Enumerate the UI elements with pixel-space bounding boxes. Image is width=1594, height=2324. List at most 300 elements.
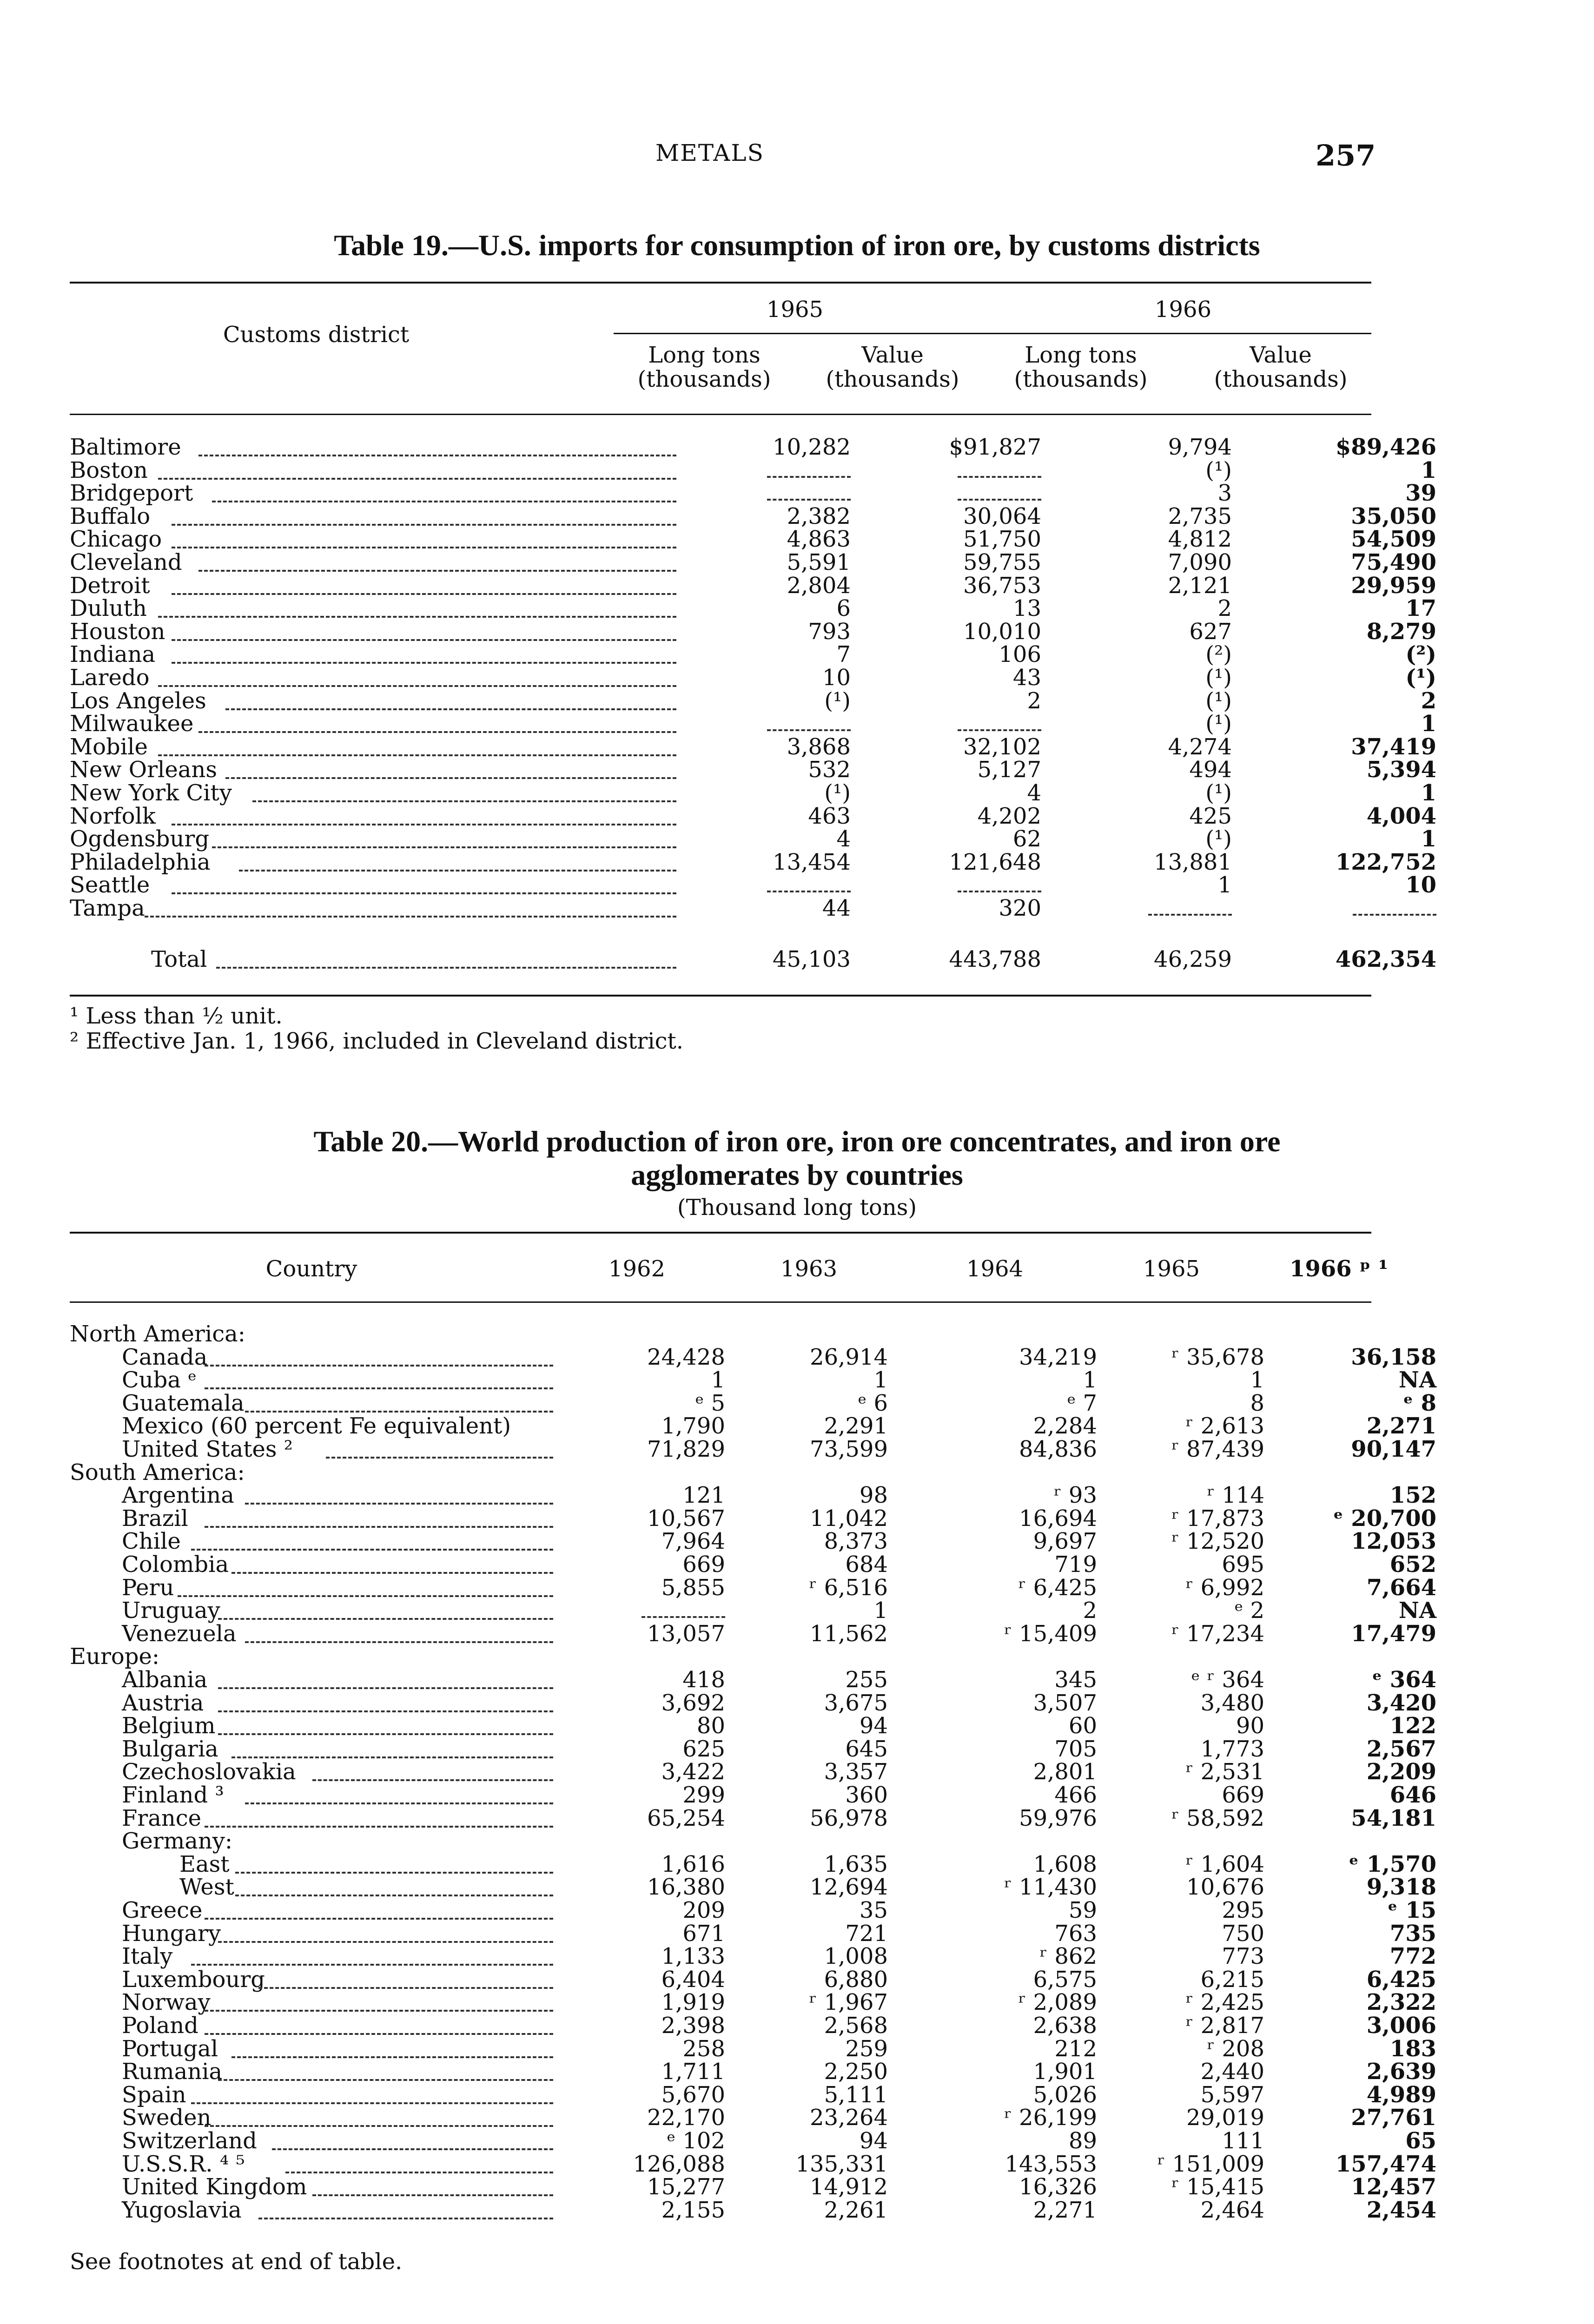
cell: 152 [1389, 1482, 1436, 1508]
cell: 122 [1389, 1713, 1436, 1739]
leader-dots [245, 1623, 553, 1643]
table20-title-line2: agglomerates by countries [631, 1158, 963, 1191]
table20-row [70, 2059, 1436, 2085]
cell: 7,664 [1366, 1575, 1436, 1601]
country-name: Albania [122, 1667, 208, 1693]
table19-col-district: Customs district [223, 322, 410, 348]
dash-placeholder [958, 487, 1041, 501]
cell: ʳ 208 [1207, 2036, 1264, 2062]
cell: 1 [711, 1367, 725, 1393]
table20-row [70, 1690, 1436, 1716]
leader-dots [245, 1484, 553, 1505]
country-name: Mexico (60 percent Fe equivalent) [122, 1413, 511, 1439]
cell: ʳ 2,817 [1185, 2013, 1264, 2039]
leader-dots [158, 736, 676, 756]
cell: 763 [1054, 1921, 1097, 1947]
cell: 24,428 [647, 1344, 725, 1370]
leader-dots [205, 2106, 553, 2127]
cell: 646 [1389, 1782, 1436, 1808]
cell: ʳ 1,967 [809, 1989, 888, 2015]
cell: 4,863 [787, 526, 851, 552]
cell: 8,279 [1366, 619, 1436, 645]
table20-row [70, 1413, 1436, 1439]
leader-dots [218, 1922, 553, 1943]
page-number: 257 [1316, 139, 1376, 172]
cell: 1 [1421, 457, 1436, 483]
cell: 2,398 [661, 2013, 725, 2039]
table19-row [70, 549, 1436, 575]
cell: 16,694 [1019, 1505, 1097, 1532]
country-name: Rumania [122, 2059, 223, 2085]
table19-footnote-1: ¹ Less than ½ unit. [70, 1003, 283, 1029]
table19-row [70, 503, 1436, 529]
leader-dots [239, 851, 676, 872]
district-name: Ogdensburg [70, 826, 210, 852]
table19-row [70, 457, 1436, 483]
table19-row [70, 849, 1436, 875]
cell: 32,102 [963, 734, 1041, 760]
cell: 62 [1012, 826, 1041, 852]
cell: 17 [1405, 595, 1436, 621]
cell: 212 [1054, 2036, 1097, 2062]
cell: ᵉ 364 [1372, 1667, 1436, 1693]
table20-row [70, 2151, 1436, 2177]
cell: 2,322 [1366, 1989, 1436, 2015]
cell: 1,711 [661, 2059, 725, 2085]
cell [693, 482, 851, 504]
district-name: Houston [70, 619, 165, 645]
cell: 35,050 [1351, 503, 1436, 529]
cell: ʳ 1,604 [1185, 1851, 1264, 1877]
cell: 3,422 [661, 1759, 725, 1785]
table20-row [70, 1897, 1436, 1923]
country-name: U.S.S.R. ⁴ ⁵ [122, 2151, 245, 2177]
table20-col-country: Country [265, 1256, 357, 1282]
cell: 684 [845, 1552, 888, 1578]
country-name: East [179, 1851, 230, 1877]
cell: 1,790 [661, 1413, 725, 1439]
cell: 56,978 [810, 1805, 888, 1831]
cell: 4 [836, 826, 851, 852]
cell: ᵉ 8 [1403, 1390, 1436, 1416]
cell: 8 [1250, 1390, 1264, 1416]
region-label: South America: [70, 1459, 245, 1486]
cell: 1 [1217, 872, 1232, 898]
cell: 3,692 [661, 1690, 725, 1716]
leader-dots [172, 528, 676, 548]
cell: ʳ 35,678 [1171, 1344, 1264, 1370]
cell: (¹) [1205, 826, 1232, 852]
region-label: North America: [70, 1321, 245, 1347]
country-name: Colombia [122, 1552, 229, 1578]
cell: 6,575 [1033, 1967, 1097, 1993]
district-name: Detroit [70, 573, 150, 599]
cell: 209 [682, 1897, 725, 1923]
cell: (¹) [1205, 711, 1232, 737]
table19-row [70, 619, 1436, 645]
leader-dots [326, 1438, 553, 1459]
table20-row [70, 2036, 1436, 2062]
cell: 35 [859, 1897, 888, 1923]
cell: ʳ 93 [1054, 1482, 1097, 1508]
dash-placeholder [767, 717, 851, 731]
cell: 2,155 [661, 2197, 725, 2223]
cell: 29,959 [1351, 573, 1436, 599]
dash-placeholder [1353, 902, 1436, 916]
table19-total-label: Total [151, 946, 207, 972]
cell: 719 [1054, 1552, 1097, 1578]
leader-dots [178, 1577, 553, 1597]
cell: 94 [859, 2128, 888, 2154]
cell: 22,170 [647, 2105, 725, 2131]
leader-dots [235, 1853, 553, 1874]
cell: 1,773 [1200, 1736, 1264, 1762]
table20-row [70, 1552, 1436, 1578]
cell: 295 [1222, 1897, 1264, 1923]
cell: 2,261 [824, 2197, 888, 2223]
table20-row [70, 1667, 1436, 1693]
table20-year-3: 1965 [1143, 1256, 1200, 1282]
table19-row [70, 434, 1436, 460]
cell: 2,567 [1366, 1736, 1436, 1762]
cell: ʳ 151,009 [1157, 2151, 1264, 2177]
cell: 1,635 [824, 1851, 888, 1877]
dash-placeholder [767, 878, 851, 892]
cell: 4 [1027, 780, 1041, 806]
leader-dots [218, 1715, 553, 1735]
table19-year-1966: 1966 [1154, 297, 1212, 323]
district-name: Tampa [70, 895, 145, 921]
leader-dots [205, 1507, 553, 1528]
leader-dots [212, 482, 676, 502]
district-name: Seattle [70, 872, 150, 898]
cell [693, 459, 851, 482]
cell: 5,855 [661, 1575, 725, 1601]
leader-dots [231, 2038, 553, 2058]
cell: 75,490 [1351, 549, 1436, 575]
cell: 1,133 [661, 1943, 725, 1969]
table19-row [70, 641, 1436, 667]
cell [879, 874, 1041, 896]
cell: 16,380 [647, 1874, 725, 1900]
cell: 12,457 [1351, 2174, 1436, 2200]
table20-row [70, 1989, 1436, 2015]
leader-dots [205, 2014, 553, 2035]
leader-dots [225, 759, 676, 779]
country-name: United States ² [122, 1436, 293, 1462]
cell: 299 [682, 1782, 725, 1808]
country-name: Uruguay [122, 1598, 220, 1624]
table20-row [70, 1874, 1436, 1900]
cell: 10,010 [963, 619, 1041, 645]
cell: 51,750 [963, 526, 1041, 552]
cell: 2,464 [1200, 2197, 1264, 2223]
cell: 360 [845, 1782, 888, 1808]
cell: 1,901 [1033, 2059, 1097, 2085]
cell: 30,064 [963, 503, 1041, 529]
cell: ʳ 15,409 [1004, 1621, 1097, 1647]
table20-year-1: 1963 [780, 1256, 838, 1282]
cell: 13,881 [1154, 849, 1232, 875]
running-header-section: METALS [655, 139, 764, 166]
cell: 669 [1222, 1782, 1264, 1808]
table19-bottom-rule [70, 995, 1371, 997]
leader-dots [205, 1807, 553, 1828]
cell: ʳ 58,592 [1171, 1805, 1264, 1831]
cell: 652 [1389, 1552, 1436, 1578]
cell: ᵉ 15 [1388, 1897, 1436, 1923]
cell: (²) [1405, 641, 1436, 667]
table20-header-rule [70, 1301, 1371, 1303]
leader-dots [198, 436, 676, 456]
cell: 320 [999, 895, 1041, 921]
cell: 121 [682, 1482, 725, 1508]
cell: 6,880 [824, 1967, 888, 1993]
table19-row [70, 826, 1436, 852]
cell: 60 [1068, 1713, 1097, 1739]
cell: 2 [1027, 688, 1041, 714]
cell: 59,755 [963, 549, 1041, 575]
cell: 1 [873, 1598, 888, 1624]
district-name: Duluth [70, 595, 147, 621]
leader-dots [158, 459, 676, 480]
district-name: Milwaukee [70, 711, 194, 737]
country-name: Czechoslovakia [122, 1759, 296, 1785]
cell: 34,219 [1019, 1344, 1097, 1370]
cell: 11,562 [810, 1621, 888, 1647]
dash-placeholder [958, 878, 1041, 892]
table19-sub-value-1965: Value (thousands) [826, 342, 959, 392]
table19-row [70, 595, 1436, 621]
cell: 772 [1389, 1943, 1436, 1969]
cell: ᵉ 20,700 [1333, 1505, 1436, 1532]
country-name: Portugal [122, 2036, 218, 2062]
cell: 6,425 [1366, 1967, 1436, 1993]
leader-dots [145, 897, 676, 918]
cell: 259 [845, 2036, 888, 2062]
cell: NA [1398, 1598, 1436, 1624]
cell: 44 [822, 895, 851, 921]
country-name: Austria [122, 1690, 204, 1716]
cell: 7,964 [661, 1528, 725, 1554]
dash-placeholder [958, 717, 1041, 731]
cell: 10,676 [1186, 1874, 1264, 1900]
cell: (¹) [1205, 688, 1232, 714]
cell: 59,976 [1019, 1805, 1097, 1831]
leader-dots [218, 1692, 553, 1712]
table20-row [70, 1390, 1436, 1416]
cell: 111 [1222, 2128, 1264, 2154]
table19-year-rule [614, 333, 1371, 334]
cell: ʳ 11,430 [1004, 1874, 1097, 1900]
cell: 425 [1189, 803, 1232, 829]
cell: 122,752 [1335, 849, 1436, 875]
table20-see-footnotes: See footnotes at end of table. [70, 2249, 403, 2275]
region-label: Europe: [70, 1644, 160, 1670]
cell: 23,264 [810, 2105, 888, 2131]
cell: 98 [859, 1482, 888, 1508]
cell: 5,591 [787, 549, 851, 575]
cell: 9,318 [1366, 1874, 1436, 1900]
table20-row [70, 1528, 1436, 1554]
leader-dots [198, 713, 676, 733]
district-name: Philadelphia [70, 849, 211, 875]
leader-dots [231, 1738, 553, 1758]
leader-dots [158, 597, 676, 618]
cell: 2,440 [1200, 2059, 1264, 2085]
cell: 5,111 [824, 2082, 888, 2108]
cell: 3,868 [787, 734, 851, 760]
leader-dots [225, 690, 676, 710]
cell: 462,354 [1335, 946, 1436, 972]
table19-header-rule [70, 414, 1371, 415]
table20-row [70, 1436, 1436, 1462]
cell: 2,121 [1168, 573, 1232, 599]
table19-top-rule [70, 282, 1371, 284]
cell: 2,284 [1033, 1413, 1097, 1439]
country-name: Hungary [122, 1921, 221, 1947]
table20-row [70, 1967, 1436, 1993]
cell: 90 [1236, 1713, 1264, 1739]
cell: 5,597 [1200, 2082, 1264, 2108]
cell [581, 1599, 725, 1622]
cell: 2,454 [1366, 2197, 1436, 2223]
cell: ʳ 2,613 [1185, 1413, 1264, 1439]
cell: 2 [1217, 595, 1232, 621]
district-name: Bridgeport [70, 480, 193, 506]
country-name: Yugoslavia [122, 2197, 242, 2223]
table20-group-row [70, 1645, 1371, 1668]
country-name: France [122, 1805, 202, 1831]
cell: 2,291 [824, 1413, 888, 1439]
leader-dots [172, 643, 676, 664]
district-name: Boston [70, 457, 148, 483]
region-label: Germany: [122, 1828, 233, 1854]
cell: 466 [1054, 1782, 1097, 1808]
district-name: Indiana [70, 641, 156, 667]
table19-footnote-2: ² Effective Jan. 1, 1966, included in Cleveland district. [70, 1028, 684, 1054]
table20-row [70, 1805, 1436, 1831]
cell: 443,788 [949, 946, 1041, 972]
country-name: Bulgaria [122, 1736, 218, 1762]
cell: 7,090 [1168, 549, 1232, 575]
leader-dots [218, 1669, 553, 1689]
cell: 1 [873, 1367, 888, 1393]
cell: (¹) [1405, 665, 1436, 691]
country-name: Sweden [122, 2105, 212, 2131]
country-name: Canada [122, 1344, 208, 1370]
cell: 627 [1189, 619, 1232, 645]
table20-row [70, 2105, 1436, 2131]
table20-group-row [70, 1461, 1371, 1484]
district-name: Baltimore [70, 434, 181, 460]
country-name: Chile [122, 1528, 181, 1554]
table19-row [70, 872, 1436, 898]
cell: 36,158 [1351, 1344, 1436, 1370]
table20-row [70, 2013, 1436, 2039]
cell: 1 [1083, 1367, 1097, 1393]
cell: 73,599 [810, 1436, 888, 1462]
cell: 2,638 [1033, 2013, 1097, 2039]
cell: ʳ 2,425 [1185, 1989, 1264, 2015]
cell: 39 [1405, 480, 1436, 506]
leader-dots [312, 2176, 553, 2196]
cell: ᵉ 1,570 [1349, 1851, 1436, 1877]
cell: ʳ 6,516 [809, 1575, 888, 1601]
district-name: New York City [70, 780, 232, 806]
cell: 46,259 [1154, 946, 1232, 972]
leader-dots [205, 1369, 553, 1389]
cell: 625 [682, 1736, 725, 1762]
table20-row [70, 1505, 1436, 1532]
cell: 1 [1421, 826, 1436, 852]
cell: 2,804 [787, 573, 851, 599]
cell: 65,254 [647, 1805, 725, 1831]
cell [879, 459, 1041, 482]
country-name: Brazil [122, 1505, 188, 1532]
table20-row [70, 1759, 1436, 1785]
district-name: Buffalo [70, 503, 151, 529]
table20-row [70, 1736, 1436, 1762]
leader-dots [235, 1876, 553, 1896]
cell: 7 [836, 641, 851, 667]
country-name: Spain [122, 2082, 186, 2108]
cell: (¹) [824, 780, 851, 806]
cell: (²) [1205, 641, 1232, 667]
table19-sub-long-tons-1966: Long tons (thousands) [1014, 342, 1148, 392]
table19-total-row [70, 946, 1436, 972]
leader-dots [218, 2060, 553, 2081]
cell: 65 [1405, 2128, 1436, 2154]
cell: 773 [1222, 1943, 1264, 1969]
cell: 29,019 [1186, 2105, 1264, 2131]
cell: ʳ 6,992 [1185, 1575, 1264, 1601]
cell: 695 [1222, 1552, 1264, 1578]
cell: 750 [1222, 1921, 1264, 1947]
cell: 12,694 [810, 1874, 888, 1900]
leader-dots [312, 1761, 553, 1781]
cell: 26,914 [810, 1344, 888, 1370]
table19-sub-long-tons-1965: Long tons (thousands) [637, 342, 771, 392]
cell: $89,426 [1335, 434, 1436, 460]
cell: 54,509 [1351, 526, 1436, 552]
cell: (¹) [824, 688, 851, 714]
table20-row [70, 2082, 1436, 2108]
table19-row [70, 757, 1436, 783]
table19-row [70, 734, 1436, 760]
cell: 1 [1250, 1367, 1264, 1393]
cell: ᵉ ʳ 364 [1191, 1667, 1264, 1693]
cell: 793 [808, 619, 851, 645]
leader-dots [245, 1784, 553, 1804]
cell: 345 [1054, 1667, 1097, 1693]
cell: ᵉ 6 [858, 1390, 888, 1416]
table19-row [70, 688, 1436, 714]
leader-dots [285, 2153, 553, 2173]
country-name: Guatemala [122, 1390, 245, 1416]
table20-row [70, 1482, 1436, 1508]
cell: 13,454 [773, 849, 851, 875]
country-name: Poland [122, 2013, 198, 2039]
cell: 43 [1012, 665, 1041, 691]
cell: 3,006 [1366, 2013, 1436, 2039]
cell: 54,181 [1351, 1805, 1436, 1831]
leader-dots [212, 828, 676, 848]
table20-year-2: 1964 [966, 1256, 1024, 1282]
table20-row [70, 1598, 1436, 1624]
dash-placeholder [767, 487, 851, 501]
table20-row [70, 1575, 1436, 1601]
